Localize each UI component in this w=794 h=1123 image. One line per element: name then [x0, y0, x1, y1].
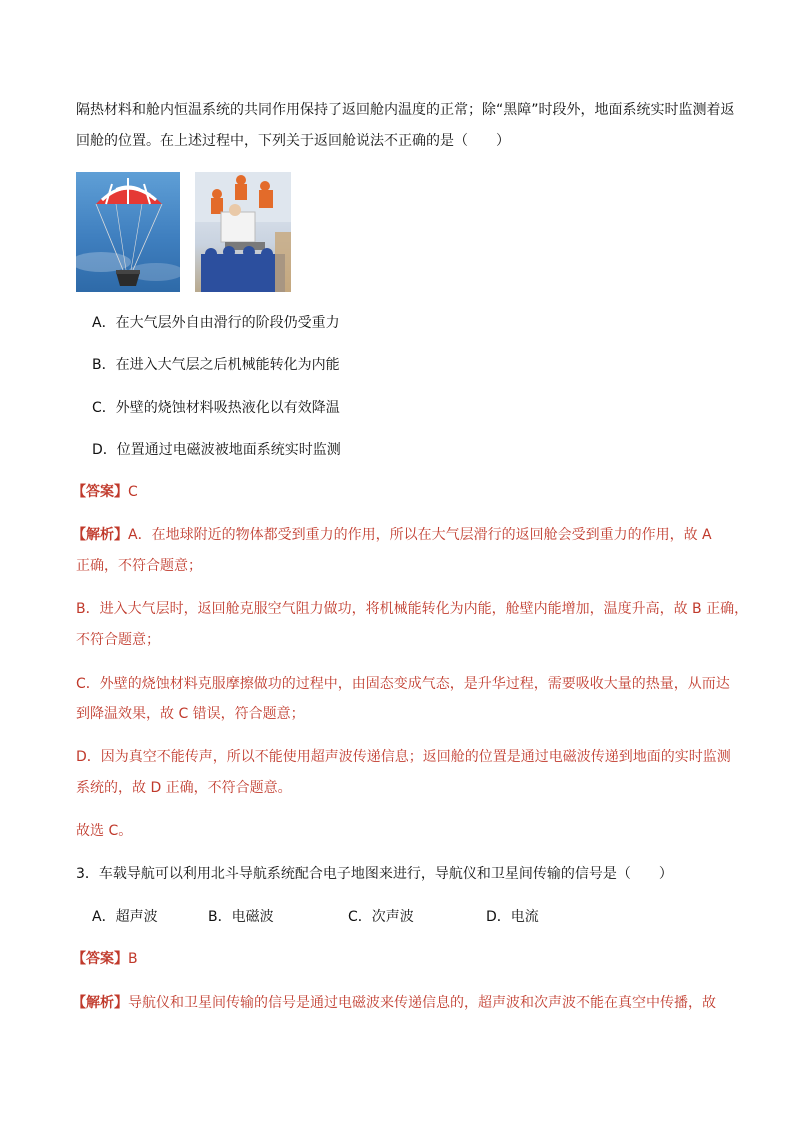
- q2-analysis-line-1: [72, 525, 712, 545]
- astronaut-exit-image: [195, 172, 291, 292]
- q3-option-a: A．超声波: [92, 909, 158, 925]
- q2-option-c: C．外壁的烧蚀材料吸热液化以有效降温: [92, 400, 340, 416]
- answer-tag: 【答案】: [72, 484, 128, 500]
- q2-analysis-line-8: 系统的，故 D 正确，不符合题意。: [76, 780, 292, 796]
- q3-option-c: C．次声波: [348, 909, 414, 925]
- q2-conclusion: 故选 C。: [76, 823, 133, 839]
- q2-analysis-line-6: 到降温效果，故 C 错误，符合题意；: [76, 706, 305, 722]
- answer-tag: 【答案】: [72, 951, 128, 967]
- q2-analysis-line-4: 不符合题意；: [76, 632, 160, 648]
- q3-option-b: B．电磁波: [208, 909, 274, 925]
- q2-analysis-line-2: 正确，不符合题意；: [76, 558, 202, 574]
- analysis-text: A．在地球附近的物体都受到重力的作用，所以在大气层滑行的返回舱会受到重力的作用，故 A: [128, 527, 712, 543]
- q3-option-d: D．电流: [486, 909, 539, 925]
- q2-analysis-line-7: D．因为真空不能传声，所以不能使用超声波传递信息；返回舱的位置是通过电磁波传递到地面的实时监测: [76, 749, 731, 765]
- q2-analysis-line-5: C．外壁的烧蚀材料克服摩擦做功的过程中，由固态变成气态，是升华过程，需要吸收大量的热量，从而达: [76, 676, 730, 692]
- q2-option-d: D．位置通过电磁波被地面系统实时监测: [92, 442, 341, 458]
- analysis-tag: 【解析】: [72, 995, 128, 1011]
- q2-answer: [72, 482, 138, 502]
- q3-answer: [72, 949, 138, 969]
- intro-line-1: 隔热材料和舱内恒温系统的共同作用保持了返回舱内温度的正常；除“黑障”时段外，地面系统实时监测着返: [76, 102, 735, 118]
- answer-value: C: [128, 484, 138, 500]
- q2-option-a: A．在大气层外自由滑行的阶段仍受重力: [92, 315, 340, 331]
- q2-option-b: B．在进入大气层之后机械能转化为内能: [92, 357, 340, 373]
- q2-analysis-line-3: B．进入大气层时，返回舱克服空气阻力做功，将机械能转化为内能，舱壁内能增加，温度升高，故 B 正确，: [76, 601, 749, 617]
- q3-stem: 3．车载导航可以利用北斗导航系统配合电子地图来进行，导航仪和卫星间传输的信号是（ ）: [76, 866, 673, 882]
- answer-value: B: [128, 951, 138, 967]
- intro-line-2: 回舱的位置。在上述过程中，下列关于返回舱说法不正确的是（ ）: [76, 133, 510, 149]
- analysis-tag: 【解析】: [72, 527, 128, 543]
- parachute-capsule-image: [76, 172, 180, 292]
- analysis-text: 导航仪和卫星间传输的信号是通过电磁波来传递信息的，超声波和次声波不能在真空中传播，故: [128, 995, 716, 1011]
- q3-analysis: [72, 993, 716, 1013]
